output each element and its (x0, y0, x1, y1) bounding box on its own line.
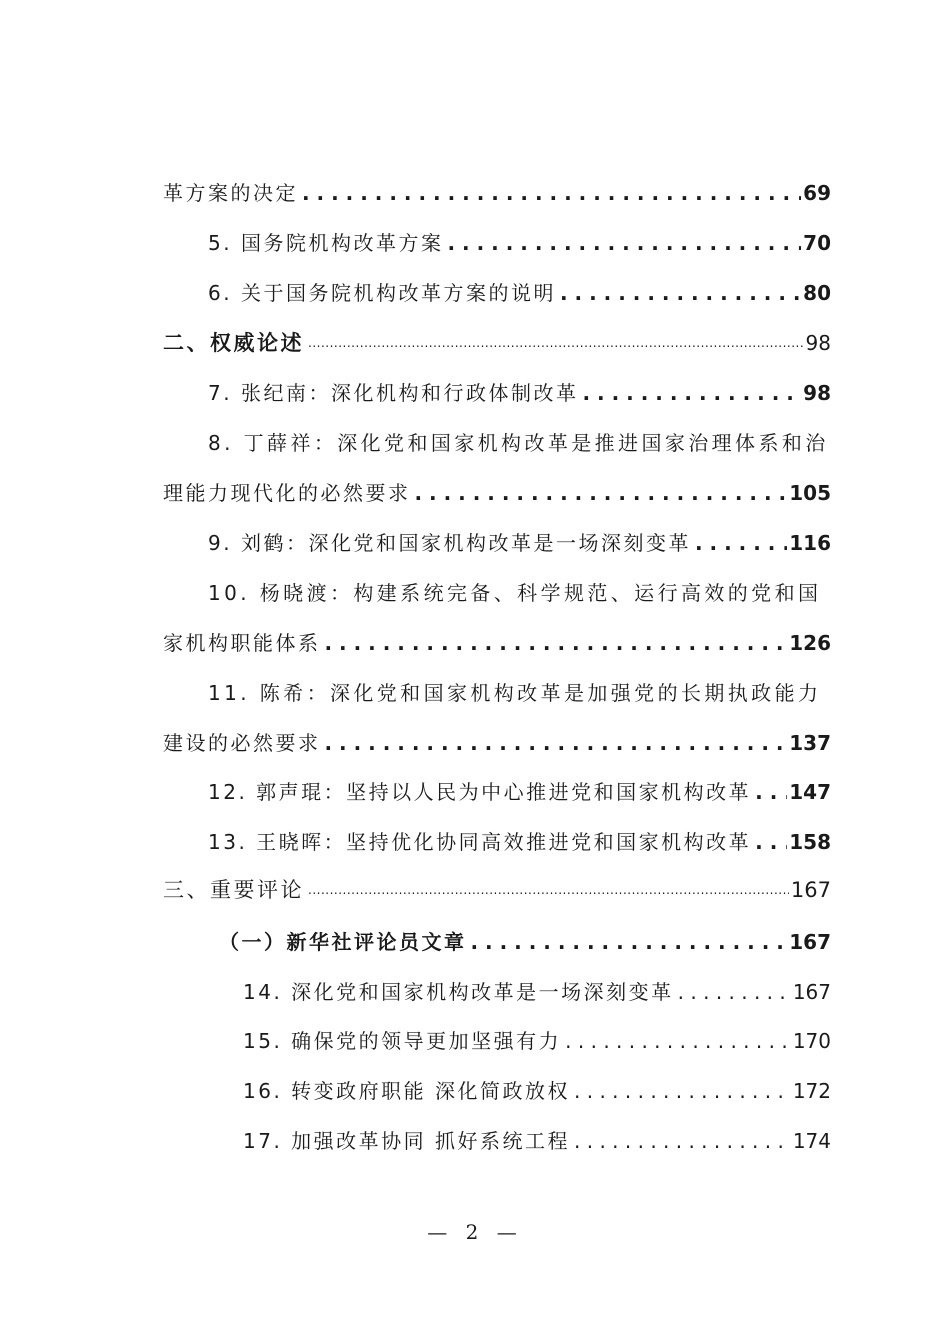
toc-entry-page: 105 (789, 481, 831, 505)
dot-leader (411, 476, 788, 510)
dot-leader (298, 176, 801, 210)
toc-entry-page: 172 (792, 1079, 831, 1103)
toc-entry-title: 革方案的决定 (163, 181, 298, 205)
toc-entry-title: 10. 杨晓渡：构建系统完备、科学规范、运行高效的党和国 (208, 581, 822, 605)
toc-entry-page: 98 (803, 381, 831, 405)
toc-entry-title: 16. 转变政府职能 深化简政放权 (243, 1079, 571, 1103)
toc-entry[interactable] (208, 775, 831, 809)
toc-entry[interactable] (208, 226, 831, 260)
toc-entry-title: 理能力现代化的必然要求 (163, 481, 411, 505)
toc-entry-page: 167 (790, 878, 831, 902)
toc-entry-page: 167 (792, 980, 831, 1004)
toc-section-heading[interactable] (163, 326, 831, 360)
toc-entry[interactable] (208, 526, 831, 560)
toc-entry[interactable] (208, 276, 831, 310)
toc-entry-title: 三、重要评论 (163, 878, 304, 902)
toc-entry-continuation[interactable] (163, 726, 831, 760)
toc-entry-title: 8. 丁薛祥：深化党和国家机构改革是推进国家治理体系和治 (208, 431, 829, 455)
dot-leader (556, 276, 801, 310)
toc-section-heading[interactable] (163, 873, 831, 907)
page-number: — 2 — (427, 1220, 523, 1244)
toc-entry-title: 9. 刘鹤：深化党和国家机构改革是一场深刻变革 (208, 531, 691, 555)
toc-entry[interactable] (208, 825, 831, 859)
dot-leader (751, 775, 787, 809)
toc-entry-page: 158 (789, 830, 831, 854)
toc-entry-title: 14. 深化党和国家机构改革是一场深刻变革 (243, 980, 674, 1004)
dot-leader (561, 1024, 791, 1058)
toc-entry[interactable] (208, 426, 831, 460)
toc-entry-page: 116 (789, 531, 831, 555)
toc-entry-title: 13. 王晓晖：坚持优化协同高效推进党和国家机构改革 (208, 830, 752, 854)
dot-leader (304, 326, 804, 360)
toc-entry-page: 170 (792, 1029, 831, 1053)
dot-leader (443, 226, 801, 260)
dot-leader (304, 873, 789, 907)
toc-entry-page: 80 (803, 281, 831, 305)
toc-entry-title: 17. 加强改革协同 抓好系统工程 (243, 1129, 571, 1153)
toc-entry-page: 174 (792, 1129, 831, 1153)
toc-entry-title: 家机构职能体系 (163, 631, 321, 655)
toc-entry[interactable] (208, 576, 831, 610)
dot-leader (570, 1074, 791, 1108)
dot-leader (467, 925, 788, 959)
dot-leader (691, 526, 787, 560)
dot-leader (321, 726, 788, 760)
toc-entry-page: 147 (789, 780, 831, 804)
toc-entry[interactable] (243, 1074, 831, 1108)
toc-entry-page: 167 (789, 930, 831, 954)
toc-entry[interactable] (243, 1024, 831, 1058)
toc-entry-title: 5. 国务院机构改革方案 (208, 231, 444, 255)
dot-leader (321, 626, 788, 660)
toc-entry-page: 98 (805, 331, 831, 355)
dot-leader (751, 825, 787, 859)
toc-entry-title: （一）新华社评论员文章 (219, 930, 467, 954)
toc-entry[interactable] (243, 1124, 831, 1158)
toc-entry-title: 7. 张纪南：深化机构和行政体制改革 (208, 381, 579, 405)
dot-leader (578, 376, 801, 410)
toc-entry-page: 137 (789, 731, 831, 755)
dot-leader (570, 1124, 791, 1158)
toc-entry[interactable] (163, 176, 831, 210)
toc-entry[interactable] (208, 676, 831, 710)
toc-entry-continuation[interactable] (163, 626, 831, 660)
toc-entry-page: 126 (789, 631, 831, 655)
toc-entry[interactable] (208, 376, 831, 410)
toc-subsection-heading[interactable] (219, 925, 831, 959)
toc-entry-page: 69 (803, 181, 831, 205)
toc-entry-continuation[interactable] (163, 476, 831, 510)
dot-leader (674, 975, 791, 1009)
toc-entry-title: 建设的必然要求 (163, 731, 321, 755)
toc-entry-title: 12. 郭声琨：坚持以人民为中心推进党和国家机构改革 (208, 780, 752, 804)
toc-entry-page: 70 (803, 231, 831, 255)
toc-entry-title: 二、权威论述 (163, 331, 304, 355)
toc-entry-title: 15. 确保党的领导更加坚强有力 (243, 1029, 562, 1053)
toc-entry[interactable] (243, 975, 831, 1009)
toc-entry-title: 6. 关于国务院机构改革方案的说明 (208, 281, 556, 305)
toc-entry-title: 11. 陈希：深化党和国家机构改革是加强党的长期执政能力 (208, 681, 822, 705)
